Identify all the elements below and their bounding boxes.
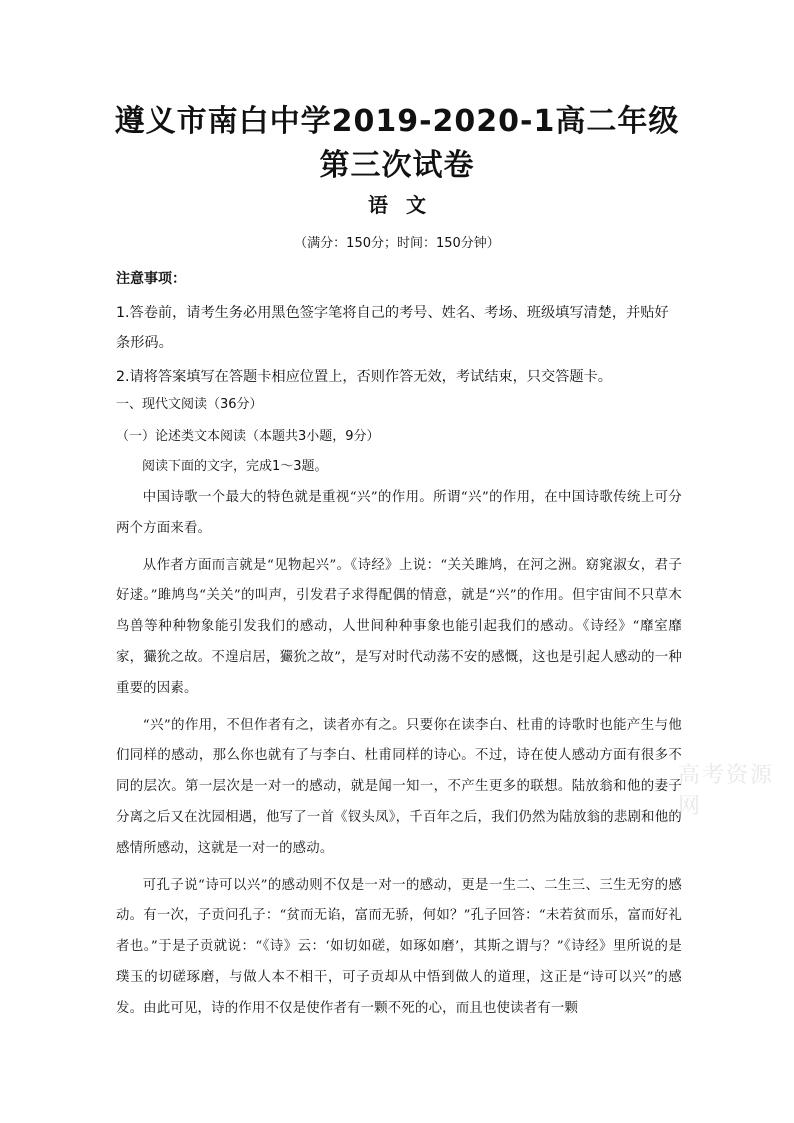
subsection-heading: （一）论述类文本阅读（本题共3小题，9分） — [116, 429, 380, 444]
subject-heading: 语文 — [368, 193, 444, 217]
exam-title: 遵义市南白中学2019-2020-1高二年级第三次试卷 — [114, 104, 680, 183]
passage-paragraph: 中国诗歌一个最大的特色就是重视“兴”的作用。所谓“兴”的作用，在中国诗歌传统上可分两个方面来看。 — [116, 490, 682, 536]
notice-heading: 注意事项： — [116, 271, 186, 287]
notice-item-1: 1.答卷前，请考生务必用黑色签字笔将自己的考号、姓名、考场、班级填写清楚，并贴好条形码。 — [116, 305, 669, 351]
passage-paragraph: “兴”的作用，不但作者有之，读者亦有之。只要你在读李白、杜甫的诗歌时也能产生与他们同样的感动，那么你也就有了与李白、杜甫同样的诗心。不过，诗在使人感动方面有很多不同的层次。第一层次是一对一的感动，就是闻一知一，不产生更多的联想。陆放翁和他的妻子分离之后又在沈园相遇，他写了一首《钗头凤》，千百年之后，我们仍然为陆放翁的悲剧和他的感情所感动，这就是一对一的感动。 — [116, 717, 682, 856]
watermark: 高考资源网 — [678, 763, 775, 819]
reading-passage — [116, 483, 682, 1025]
passage-paragraph: 从作者方面而言就是“见物起兴”。《诗经》上说：“关关雎鸠，在河之洲。窈窕淑女，君子好逑。”雎鸠鸟“关关”的叫声，引发君子求得配偶的情意，就是“兴”的作用。但宇宙间不只草木鸟兽等种种物象能引发我们的感动，人世间种种事象也能引起我们的感动。《诗经》“靡室靡家，玁狁之故。不遑启居，玁狁之故”，是写对时代动荡不安的感慨，这也是引起人感动的一种重要的因素。 — [116, 557, 682, 696]
passage-paragraph: 可孔子说“诗可以兴”的感动则不仅是一对一的感动，更是一生二、二生三、三生无穷的感动。有一次，子贡问孔子：“贫而无谄，富而无骄，何如？”孔子回答：“未若贫而乐，富而好礼者也。”于是子贡就说：“《诗》云：‘如切如磋，如琢如磨’，其斯之谓与？”《诗经》里所说的是璞玉的切磋琢磨，与做人本不相干，可子贡却从中悟到做人的道理，这正是“诗可以兴”的感发。由此可见，诗的作用不仅是使作者有一颗不死的心，而且也使读者有一颗 — [116, 877, 682, 1016]
notice-section — [116, 264, 682, 392]
reading-instruction: 阅读下面的文字，完成1～3题。 — [142, 459, 328, 474]
notice-item-2: 2.请将答案填写在答题卡相应位置上，否则作答无效，考试结束，只交答题卡。 — [116, 369, 612, 385]
part1-heading: 一、现代文阅读（36分） — [116, 397, 263, 412]
score-time-line: （满分：150分；时间：150分钟） — [294, 236, 500, 251]
